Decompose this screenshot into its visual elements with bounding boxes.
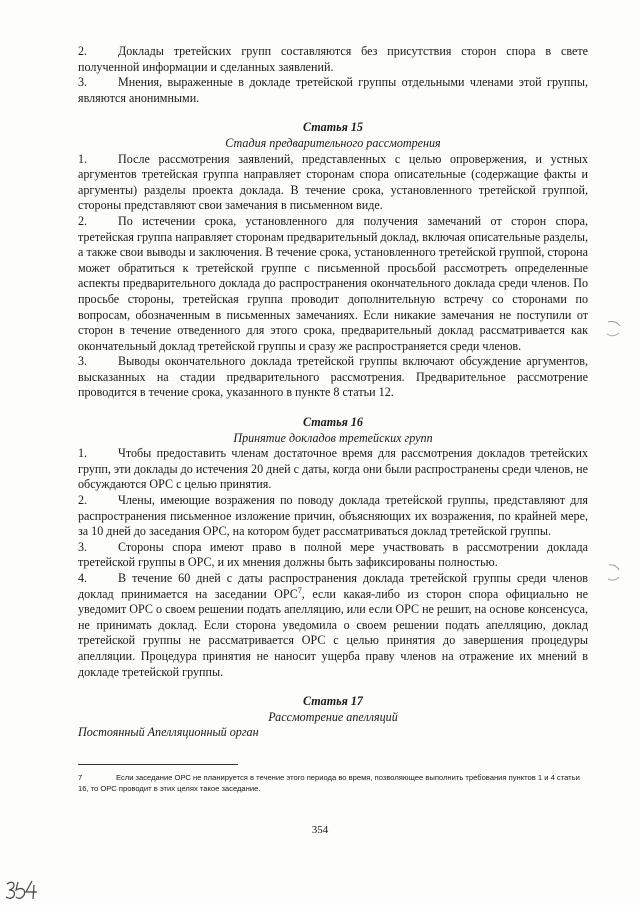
article-subtitle: Стадия предварительного рассмотрения [225,135,441,150]
article-heading [78,415,588,446]
paragraph-text: Члены, имеющие возражения по поводу доклада третейской группы, представляют для распространения письменное изложение причин, объясняющих их возражения, по крайней мере, за 10 дней до заседания ОРС, на котором будет рассматриваться доклад третейской группы. [78,493,588,539]
section-heading: Постоянный Апелляционный орган [78,725,259,740]
paragraph-text: После рассмотрения заявлений, представленных с целью опровержения, и устных аргументов третейская группа направляет сторонам спора описательные (содержащие факты и аргументы) разделы проекта доклада. В течение срока, установленного третейской группой, стороны представляют свои замечания в письменном виде. [78,151,588,213]
paragraph-text: , если какая-либо из сторон спора официально не уведомит ОРС о своем решении подать апелляцию, или если ОРС не решит, на основе консенсуса, не принимать доклад. Если сторона уведомила о своем решении подать апелляцию, доклад третейской группы не рассматривается ОРС с целью принятия до завершения процедуры апелляции. Процедура принятия не наносит ущерба праву членов на отражение их мнений в докладе третейской группы. [78,586,588,679]
paragraph-text: Чтобы предоставить членам достаточное время для рассмотрения докладов третейских групп, эти доклады до истечения 20 дней с даты, когда они были распространены среди членов, не обсуждаются ОРС с целью принятия. [78,446,588,492]
article-subtitle: Принятие докладов третейских групп [233,430,433,445]
margin-scan-mark [604,562,624,584]
body-text [78,44,588,741]
paragraph-number: 2. [78,213,88,228]
paragraph [78,571,588,680]
article-heading [78,694,588,725]
paragraph [78,354,588,401]
handwritten-page-number [4,876,44,902]
paragraph-number: 3. [78,354,88,369]
paragraph-number: 2. [78,493,88,508]
paragraph-text: Стороны спора имеют право в полной мере участвовать в рассмотрении доклада третейской группы в ОРС, и их мнения должны быть зафиксированы полностью. [78,539,588,570]
article-title: Статья 16 [303,415,363,430]
article-title: Статья 15 [303,120,363,135]
paragraph-text: Доклады третейских групп составляются без присутствия сторон спора в свете полученной информации и сделанных заявлений. [78,44,588,74]
footnote-text: Если заседание ОРС не планируется в течение этого периода во время, позволяющее выполнить требования пунктов 1 и 4 статьи 16, то ОРС проводит в этих целях такое заседание. [78,773,580,793]
paragraph-number: 3. [78,539,88,554]
paragraph-number: 1. [78,446,88,461]
paragraph [78,214,588,354]
paragraph [78,152,588,214]
footnote-mark: 7 [78,773,83,782]
paragraph [78,446,588,493]
paragraph-text: В течение 60 дней с даты распространения доклада третейской группы среди членов доклад принимается на заседании ОРС [78,571,588,601]
page-number: 354 [311,824,329,836]
paragraph-number: 1. [78,151,88,166]
paragraph-number: 4. [78,571,88,585]
paragraph [78,44,588,75]
article-title: Статья 17 [303,694,363,709]
margin-scan-mark [604,318,624,340]
paragraph-text: По истечении срока, установленного для получения замечаний от сторон спора, третейская группа направляет сторонам предварительный доклад, включая описательные разделы, а также свои выводы и заключения. В течение срока, установленного третейской группой, сторона может обратиться к третейской группе с письменной просьбой рассмотреть определенные аспекты предварительного доклада до распространения окончательного доклада среди членов. По просьбе стороны, третейская группа проводит дополнительную встречу со сторонами по вопросам, обозначенным в письменных замечаниях. Если никакие замечания не поступили от сторон в течение отведенного для этого срока, предварительный доклад рассматривается как окончательный доклад третейской группы и сразу же распространяется среди членов. [78,213,588,353]
paragraph-number: 3. [78,75,88,90]
footnote-separator [78,764,238,765]
paragraph-text: Выводы окончательного доклада третейской группы включают обсуждение аргументов, высказанных на стадии предварительного рассмотрения. Предварительное рассмотрение проводится в течение срока, указанного в пункте 8 статьи 12. [78,354,588,400]
paragraph-text: Мнения, выраженные в докладе третейской группы отдельными членами этой группы, являются анонимными. [78,75,588,105]
paragraph [78,75,588,106]
footnote [78,772,588,794]
paragraph [78,493,588,540]
article-heading [78,120,588,151]
article-subtitle: Рассмотрение апелляций [268,709,398,724]
paragraph [78,540,588,571]
footnote-reference: 7 [297,585,302,595]
paragraph-number: 2. [78,44,88,58]
